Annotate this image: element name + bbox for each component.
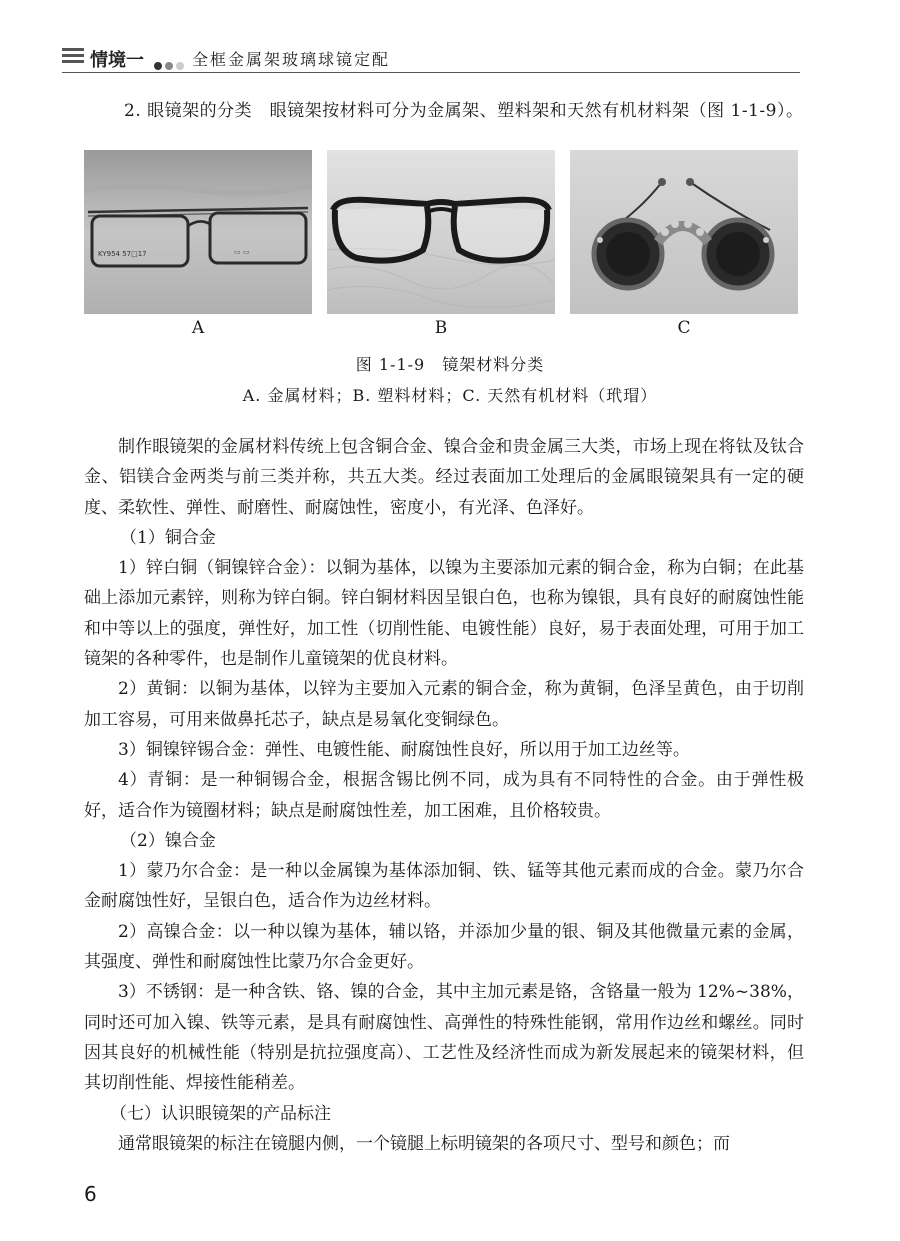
figure-caption-title: 图 1-1-9 镜架材料分类: [355, 355, 545, 374]
tortoiseshell-glasses-icon: [570, 150, 798, 314]
paragraph-metal-materials: 制作眼镜架的金属材料传统上包含铜合金、镍合金和贵金属三大类，市场上现在将钛及钛合金、铝镁合金两类与前三类并称，共五大类。经过表面加工处理后的金属眼镜架具有一定的硬度、柔软性、弹性、耐磨性、耐腐蚀性，密度小，有光泽、色泽好。: [84, 437, 804, 518]
plastic-glasses-icon: [327, 150, 555, 314]
svg-text:▭ ▭: ▭ ▭: [234, 248, 250, 256]
panel-label-c: C: [677, 318, 691, 338]
panel-label-a: A: [191, 318, 205, 338]
running-header: [62, 44, 800, 73]
page-number: 6: [84, 1182, 97, 1206]
section-heading-labeling: （七）认识眼镜架的产品标注: [110, 1103, 331, 1124]
heading-copper-alloy: （1）铜合金: [120, 527, 216, 548]
item-brass: 2）黄铜：以铜为基体，以锌为主要加入元素的铜合金，称为黄铜，色泽呈黄色，由于切削加工容易，可用来做鼻托芯子，缺点是易氧化变铜绿色。: [84, 679, 804, 730]
item-stainless-steel: 3）不锈钢：是一种含铁、铬、镍的合金，其中主加元素是铬，含铬量一般为 12%~38%，同时还可加入镍、铁等元素，是具有耐腐蚀性、高弹性的特殊性能钢，常用作边丝和螺丝。同时因其良好的机械性能（特别是抗拉强度高）、工艺性及经济性而成为新发展起来的镜架材料，但其切削性能、焊接性能稍差。: [84, 982, 804, 1094]
chapter-title: 全框金属架玻璃球镜定配: [192, 50, 391, 69]
dots-icon: [154, 55, 187, 74]
photo-tortoiseshell-frame: [570, 150, 798, 314]
intro-paragraph: 2. 眼镜架的分类 眼镜架按材料可分为金属架、塑料架和天然有机材料架（图 1-1-9）。: [124, 101, 804, 121]
figure-caption-detail: A. 金属材料；B. 塑料材料；C. 天然有机材料（玳瑁）: [242, 386, 658, 405]
photo-metal-frame: [84, 150, 312, 314]
body-text: [84, 432, 804, 1159]
chapter-label: 情境一: [90, 50, 144, 71]
panel-label-b: B: [434, 318, 448, 338]
heading-nickel-alloy: （2）镍合金: [120, 830, 216, 851]
item-nickel-silver: 1）锌白铜（铜镍锌合金）：以铜为基体，以镍为主要添加元素的铜合金，称为白铜；在此基础上添加元素锌，则称为锌白铜。锌白铜材料因呈银白色，也称为镍银，具有良好的耐腐蚀性能和中等以上的强度，弹性好，加工性（切削性能、电镀性能）良好，易于表面处理，可用于加工镜架的各种零件，也是制作儿童镜架的优良材料。: [84, 558, 804, 670]
metal-glasses-icon: [84, 150, 312, 314]
item-copper-nickel-zinc-tin: 3）铜镍锌锡合金：弹性、电镀性能、耐腐蚀性良好，所以用于加工边丝等。: [118, 739, 690, 760]
menu-bars-icon: [62, 48, 84, 66]
item-bronze: 4）青铜：是一种铜锡合金，根据含锡比例不同，成为具有不同特性的合金。由于弹性极好，适合作为镜圈材料；缺点是耐腐蚀性差，加工困难，且价格较贵。: [84, 770, 804, 821]
svg-text:KY954 57□17: KY954 57□17: [98, 250, 147, 258]
paragraph-labeling: 通常眼镜架的标注在镜腿内侧，一个镜腿上标明镜架的各项尺寸、型号和颜色；而: [118, 1133, 730, 1154]
item-high-nickel: 2）高镍合金：以一种以镍为基体，辅以铬，并添加少量的银、铜及其他微量元素的金属，其强度、弹性和耐腐蚀性比蒙乃尔合金更好。: [84, 921, 804, 973]
photo-plastic-frame: [327, 150, 555, 314]
item-monel: 1）蒙乃尔合金：是一种以金属镍为基体添加铜、铁、锰等其他元素而成的合金。蒙乃尔合金耐腐蚀性好，呈银白色，适合作为边丝材料。: [84, 861, 804, 912]
